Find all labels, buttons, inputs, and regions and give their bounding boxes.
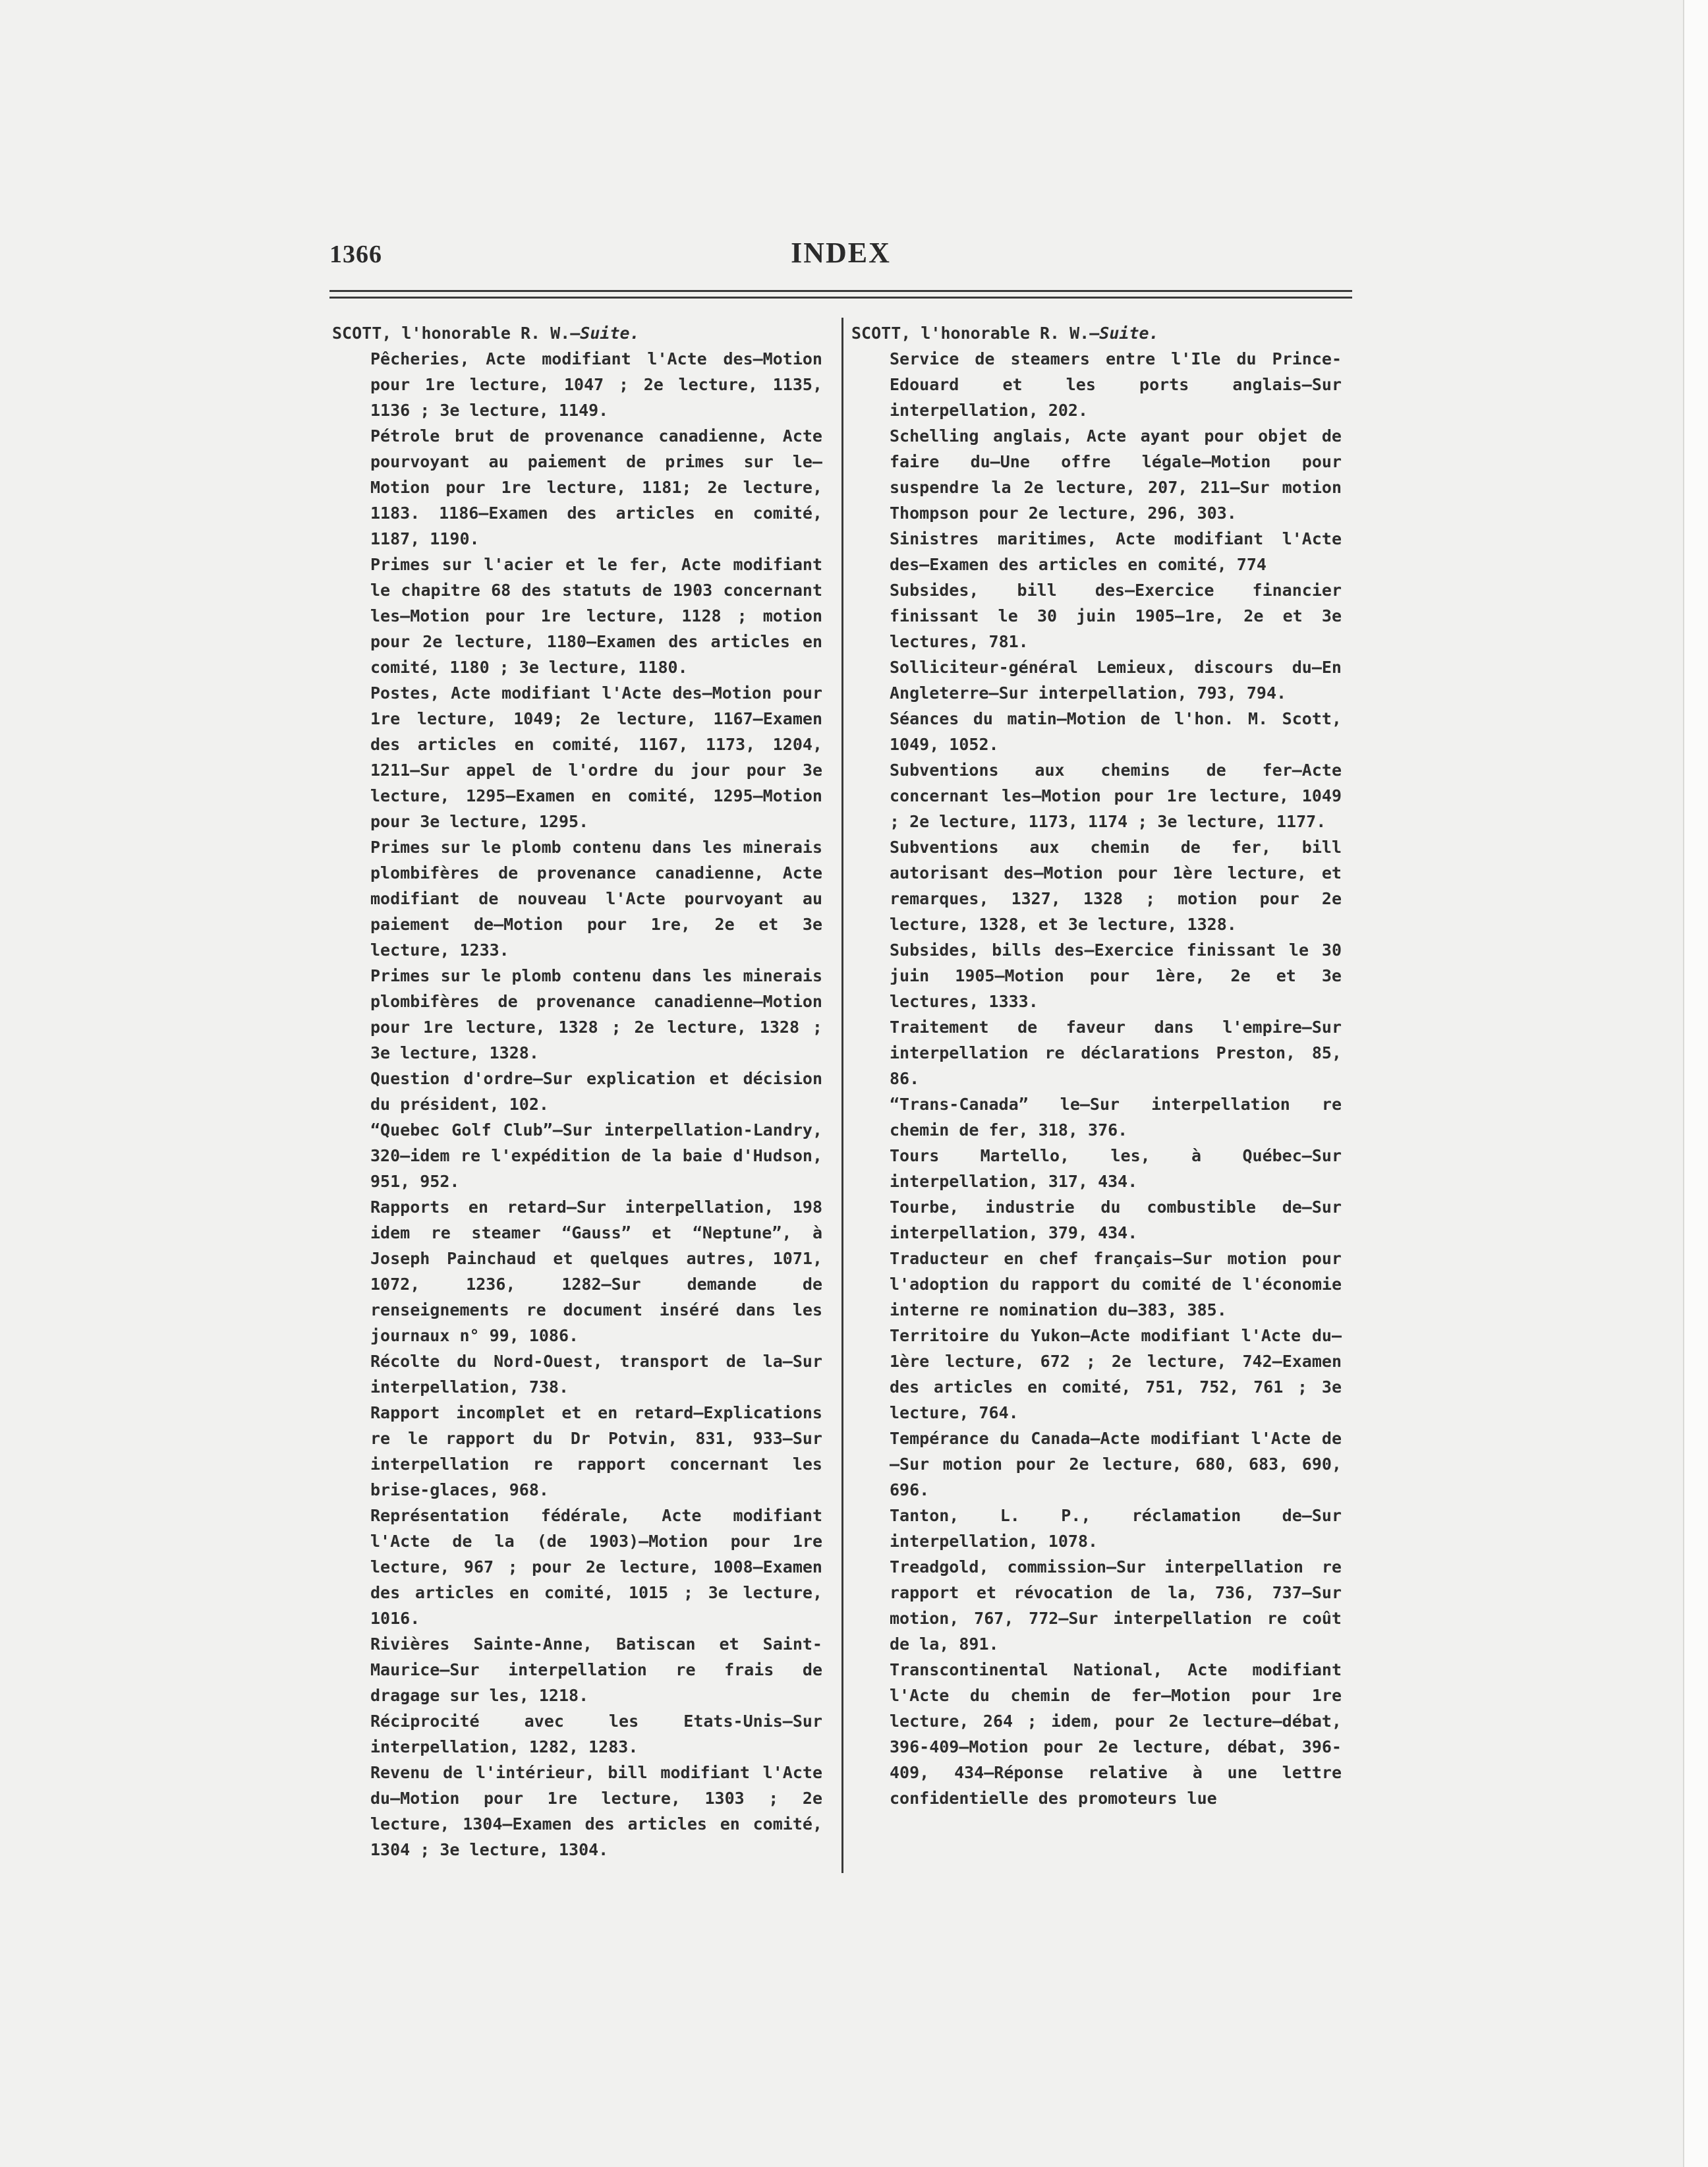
index-entry: Rapport incomplet et en retard—Explications re le rapport du Dr Potvin, 831, 933—Sur interpellation re rapport concernant les brise-glaces, 968.: [370, 1403, 822, 1499]
index-entry: Service de steamers entre l'Ile du Prince-Edouard et les ports anglais—Sur interpellation, 202.: [890, 349, 1342, 420]
index-entry: Tanton, L. P., réclamation de—Sur interpellation, 1078.: [890, 1506, 1342, 1551]
index-entry: Primes sur l'acier et le fer, Acte modifiant le chapitre 68 des statuts de 1903 concernant les—Motion pour 1re lecture, 1128 ; motion pour 2e lecture, 1180—Examen des articles en comité, 1180 ; 3e lecture, 1180.: [370, 555, 822, 677]
index-entry: Postes, Acte modifiant l'Acte des—Motion pour 1re lecture, 1049; 2e lecture, 1167—Examen des articles en comité, 1167, 1173, 1204, 1211—Sur appel de l'ordre du jour pour 3e lecture, 1295—Examen en comité, 1295—Motion pour 3e lecture, 1295.: [370, 683, 822, 831]
index-entry: Tempérance du Canada—Acte modifiant l'Acte de—Sur motion pour 2e lecture, 680, 683, 690, 696.: [890, 1429, 1342, 1499]
index-entry: Rapports en retard—Sur interpellation, 198 idem re steamer “Gauss” et “Neptune”, à Joseph Painchaud et quelques autres, 1071, 1072, 1236, 1282—Sur demande de renseignements re document inséré dans les journaux n° 99, 1086.: [370, 1198, 822, 1345]
page-number: 1366: [329, 241, 382, 268]
index-entry: Rivières Sainte-Anne, Batiscan et Saint-Maurice—Sur interpellation re frais de dragage sur les, 1218.: [370, 1634, 822, 1705]
index-entry: Solliciteur-général Lemieux, discours du—En Angleterre—Sur interpellation, 793, 794.: [890, 658, 1342, 703]
column-divider: [841, 318, 843, 1873]
index-entry: Tours Martello, les, à Québec—Sur interpellation, 317, 434.: [890, 1146, 1342, 1191]
index-heading: [851, 320, 1342, 346]
header-rule-top: [329, 290, 1352, 292]
index-entry: Subsides, bill des—Exercice financier finissant le 30 juin 1905—1re, 2e et 3e lectures, 781.: [890, 581, 1342, 651]
index-entry: Pétrole brut de provenance canadienne, Acte pourvoyant au paiement de primes sur le—Motion pour 1re lecture, 1181; 2e lecture, 1183. 1186—Examen des articles en comité, 1187, 1190.: [370, 426, 822, 548]
index-entry: Récolte du Nord-Ouest, transport de la—Sur interpellation, 738.: [370, 1352, 822, 1397]
index-entry: Subventions aux chemins de fer—Acte concernant les—Motion pour 1re lecture, 1049 ; 2e lecture, 1173, 1174 ; 3e lecture, 1177.: [890, 761, 1342, 831]
index-entry: Primes sur le plomb contenu dans les minerais plombifères de provenance canadienne—Motion pour 1re lecture, 1328 ; 2e lecture, 1328 ; 3e lecture, 1328.: [370, 966, 822, 1062]
scan-edge: [1683, 0, 1708, 2167]
header-rule-bottom: [329, 297, 1352, 299]
index-entry: “Trans-Canada” le—Sur interpellation re chemin de fer, 318, 376.: [890, 1095, 1342, 1140]
heading-name: SCOTT, l'honorable R. W.—: [332, 324, 581, 343]
index-entry: Subsides, bills des—Exercice finissant le 30 juin 1905—Motion pour 1ère, 2e et 3e lectures, 1333.: [890, 940, 1342, 1011]
page-header: [329, 232, 1352, 285]
heading-suite: Suite.: [580, 324, 640, 343]
index-entry: Schelling anglais, Acte ayant pour objet de faire du—Une offre légale—Motion pour suspendre la 2e lecture, 207, 211—Sur motion Thompson pour 2e lecture, 296, 303.: [890, 426, 1342, 523]
index-heading: [332, 320, 822, 346]
index-entry: Séances du matin—Motion de l'hon. M. Scott, 1049, 1052.: [890, 709, 1342, 754]
heading-name: SCOTT, l'honorable R. W.—: [851, 324, 1100, 343]
index-entry: Question d'ordre—Sur explication et décision du président, 102.: [370, 1069, 822, 1114]
index-entry: “Quebec Golf Club”—Sur interpellation-Landry, 320—idem re l'expédition de la baie d'Hudson, 951, 952.: [370, 1120, 822, 1191]
index-entry: Traitement de faveur dans l'empire—Sur interpellation re déclarations Preston, 85, 86.: [890, 1018, 1342, 1088]
index-entry: Transcontinental National, Acte modifiant l'Acte du chemin de fer—Motion pour 1re lecture, 264 ; idem, pour 2e lecture—débat, 396-409—Motion pour 2e lecture, débat, 396-409, 434—Réponse relative à une lettre confidentielle des promoteurs lue: [890, 1660, 1342, 1808]
heading-suite: Suite.: [1099, 324, 1159, 343]
index-entry: Treadgold, commission—Sur interpellation re rapport et révocation de la, 736, 737—Sur motion, 767, 772—Sur interpellation re coût de la, 891.: [890, 1557, 1342, 1654]
index-entry: Subventions aux chemin de fer, bill autorisant des—Motion pour 1ère lecture, et remarques, 1327, 1328 ; motion pour 2e lecture, 1328, et 3e lecture, 1328.: [890, 838, 1342, 934]
index-entry: Traducteur en chef français—Sur motion pour l'adoption du rapport du comité de l'économie interne re nomination du—383, 385.: [890, 1249, 1342, 1319]
index-entry: Revenu de l'intérieur, bill modifiant l'Acte du—Motion pour 1re lecture, 1303 ; 2e lecture, 1304—Examen des articles en comité, 1304 ; 3e lecture, 1304.: [370, 1763, 822, 1859]
page-title: INDEX: [791, 237, 891, 269]
index-entry: Territoire du Yukon—Acte modifiant l'Acte du—1ère lecture, 672 ; 2e lecture, 742—Examen des articles en comité, 751, 752, 761 ; 3e lecture, 764.: [890, 1326, 1342, 1422]
index-entry: Pêcheries, Acte modifiant l'Acte des—Motion pour 1re lecture, 1047 ; 2e lecture, 1135, 1136 ; 3e lecture, 1149.: [370, 349, 822, 420]
index-entry: Sinistres maritimes, Acte modifiant l'Acte des—Examen des articles en comité, 774: [890, 529, 1342, 574]
index-entry: Réciprocité avec les Etats-Unis—Sur interpellation, 1282, 1283.: [370, 1712, 822, 1756]
index-entry: Tourbe, industrie du combustible de—Sur interpellation, 379, 434.: [890, 1198, 1342, 1242]
index-entry: Représentation fédérale, Acte modifiant l'Acte de la (de 1903)—Motion pour 1re lecture, 967 ; pour 2e lecture, 1008—Examen des articles en comité, 1015 ; 3e lecture, 1016.: [370, 1506, 822, 1628]
right-column: [851, 320, 1342, 1811]
index-entry: Primes sur le plomb contenu dans les minerais plombifères de provenance canadienne, Acte modifiant de nouveau l'Acte pourvoyant au paiement de—Motion pour 1re, 2e et 3e lecture, 1233.: [370, 838, 822, 960]
left-column: [332, 320, 822, 1863]
